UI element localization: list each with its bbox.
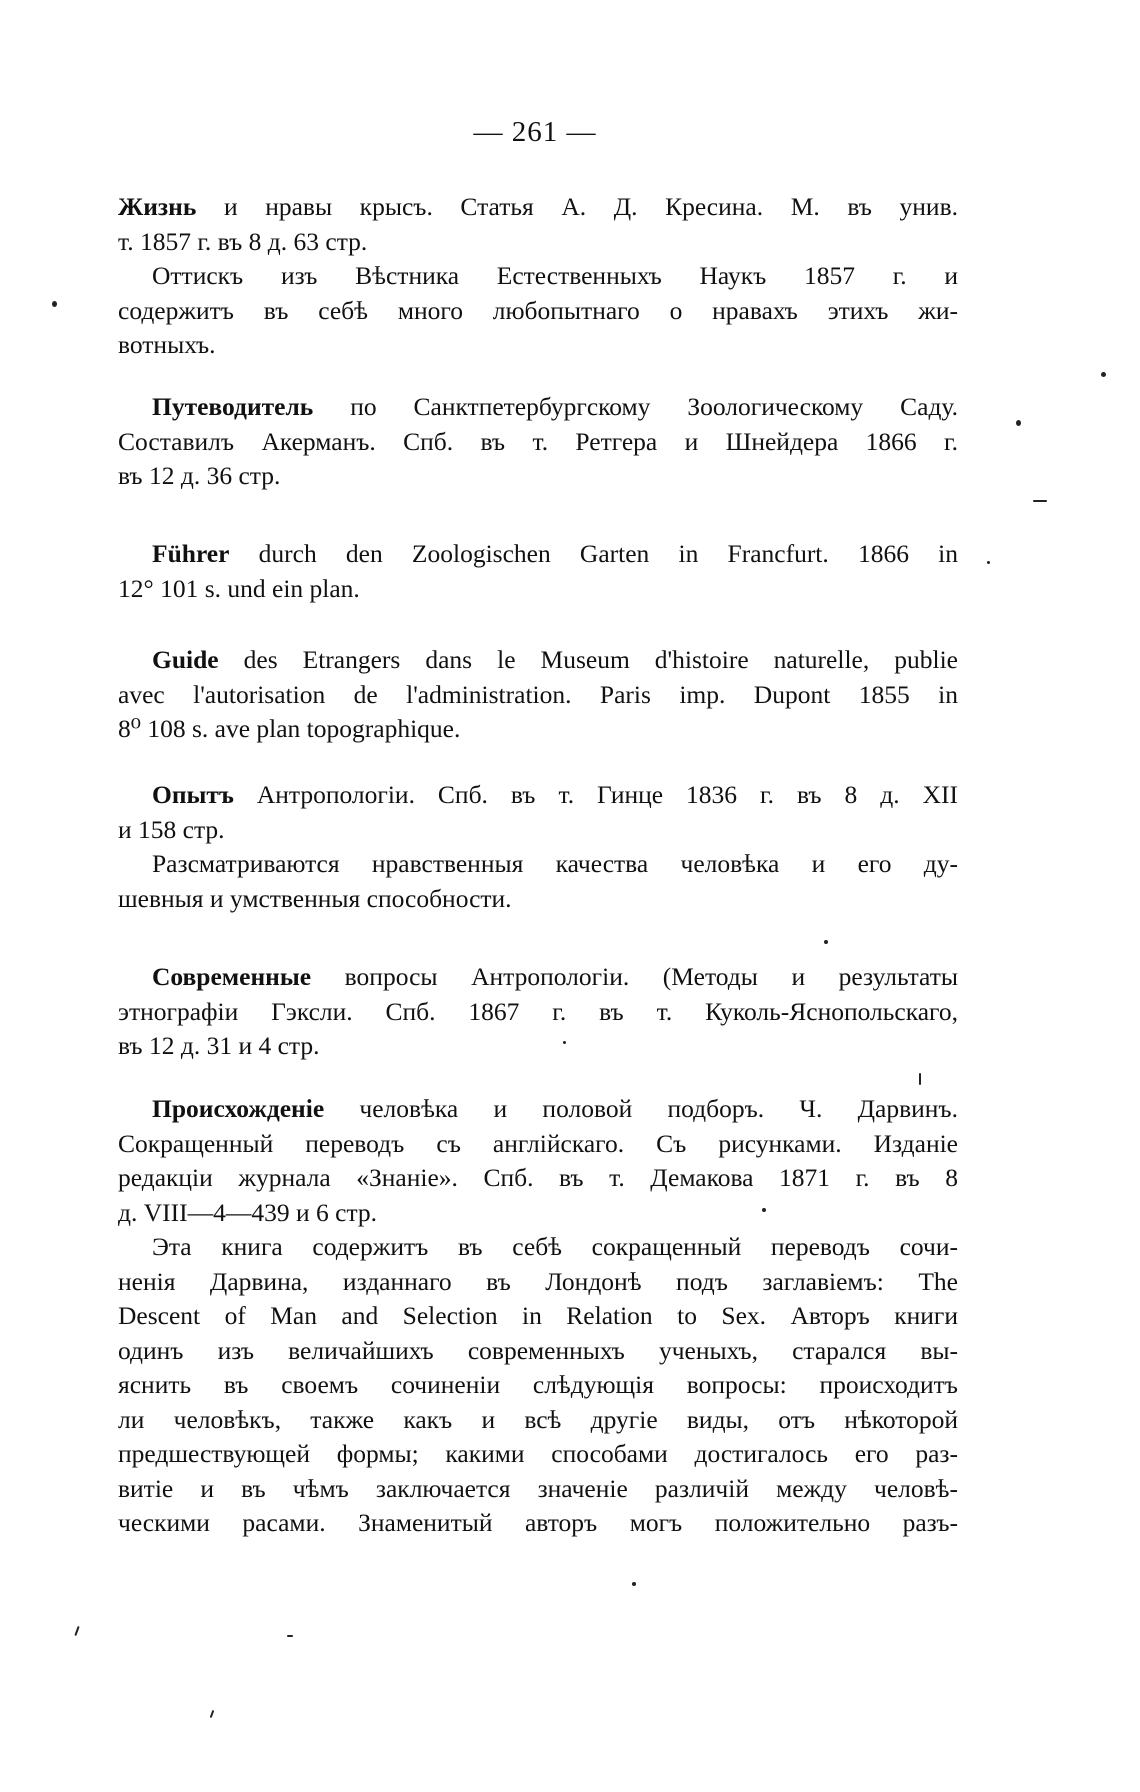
text-line: [118, 1161, 958, 1196]
text-line: [118, 294, 958, 329]
entry-text: Составилъ Акерманъ. Спб. въ т. Ретгера и Шнейдера 1866 г.: [118, 426, 958, 456]
bibliography-entry: [118, 1092, 958, 1541]
text-line: [118, 1265, 958, 1300]
text-line: [118, 847, 958, 882]
bibliography-entry: [118, 390, 958, 494]
scan-speck: [987, 561, 990, 564]
entry-text: одинъ изъ величайшихъ современныхъ ученыхъ, старался вы-: [118, 1335, 958, 1365]
text-line: [118, 678, 958, 713]
entry-text: и 158 стр.: [118, 814, 225, 844]
text-line: [118, 995, 958, 1030]
entry-keyword: Жизнь: [118, 192, 197, 221]
scan-speck: [1033, 500, 1047, 502]
entry-keyword: Guide: [152, 645, 219, 674]
entry-text: содержитъ въ себѣ много любопытнаго о нравахъ этихъ жи-: [118, 295, 958, 325]
scan-speck: [74, 1626, 79, 1636]
text-line: [118, 1472, 958, 1507]
page-number: — 261 —: [473, 116, 597, 148]
entry-keyword: Происхожденіе: [152, 1094, 325, 1123]
text-line: [118, 425, 958, 460]
entry-text: этнографіи Гэксли. Спб. 1867 г. въ т. Куколь-Яснопольскаго,: [118, 996, 958, 1026]
entry-text: Descent of Man and Selection in Relation to Sex. Авторъ книги: [118, 1301, 958, 1330]
entry-text: д. VIII—4—439 и 6 стр.: [118, 1197, 378, 1227]
entry-text: Антропологіи. Спб. въ т. Гинце 1836 г. въ 8 д. XII: [233, 780, 958, 809]
scan-speck: [287, 1635, 293, 1637]
text-line: [118, 1092, 958, 1127]
entry-text: въ 12 д. 31 и 4 стр.: [118, 1031, 320, 1060]
entry-text: редакціи журнала «Знаніе». Спб. въ т. Демакова 1871 г. въ 8: [118, 1163, 958, 1192]
text-line: [118, 1127, 958, 1162]
text-line: [118, 1403, 958, 1438]
bibliography-entry: [118, 537, 958, 606]
scan-speck: [632, 1582, 636, 1586]
entry-text: Разсматриваются нравственныя качества человѣка и его ду-: [152, 849, 958, 878]
entry-text: по Санктпетербургскому Зоологическому Саду.: [313, 392, 958, 421]
scan-speck: [52, 301, 57, 307]
entry-text: т. 1857 г. въ 8 д. 63 стр.: [118, 226, 368, 256]
entry-text: Сокращенный переводъ съ англійскаго. Съ рисунками. Изданіе: [118, 1128, 958, 1158]
text-line: [118, 459, 958, 494]
entry-keyword: Опытъ: [152, 780, 234, 809]
entry-text: ческими расами. Знаменитый авторъ могъ положительно разъ-: [118, 1508, 958, 1537]
text-line: [118, 328, 958, 363]
text-line: [118, 1368, 958, 1403]
entry-text: въ 12 д. 36 стр.: [118, 461, 281, 490]
entry-text: и нравы крысъ. Статья А. Д. Кресина. М. въ унив.: [196, 192, 958, 221]
text-line: [118, 1029, 958, 1064]
entry-text: яснить въ своемъ сочиненіи слѣдующія вопросы: происходитъ: [118, 1370, 958, 1399]
entry-text: avec l'autorisation de l'administration. Paris imp. Dupont 1855 in: [118, 679, 958, 709]
scan-speck: [919, 1073, 921, 1085]
bibliography-entry: [118, 778, 958, 916]
entry-text: предшествующей формы; какими способами достигалось его раз-: [118, 1439, 958, 1468]
text-line: [118, 259, 958, 294]
scan-speck: [762, 1208, 766, 1212]
entry-text: витіе и въ чѣмъ заключается значеніе различій между человѣ-: [118, 1473, 958, 1503]
text-line: [118, 813, 958, 848]
text-line: [118, 960, 958, 995]
entry-text: des Etrangers dans le Museum d'histoire naturelle, publie: [218, 645, 958, 674]
text-line: [118, 1506, 958, 1541]
text-line: [118, 1437, 958, 1472]
entry-text: Оттискъ изъ Вѣстника Естественныхъ Наукъ 1857 г. и: [152, 261, 958, 290]
text-line: [118, 712, 958, 747]
entry-text: Эта книга содержитъ въ себѣ сокращенный переводъ сочи-: [152, 1232, 958, 1261]
text-line: [118, 778, 958, 813]
entry-text: человѣка и половой подборъ. Ч. Дарвинъ.: [324, 1094, 958, 1123]
scan-speck: [1101, 372, 1106, 377]
text-line: [118, 390, 958, 425]
entry-text: 8⁰ 108 s. ave plan topographique.: [118, 714, 461, 743]
bibliography-entry: [118, 643, 958, 747]
entry-text: вотныхъ.: [118, 330, 216, 359]
entry-text: вопросы Антропологіи. (Методы и результаты: [311, 962, 958, 991]
bibliography-entry: [118, 190, 958, 363]
entry-text: ли человѣкъ, также какъ и всѣ другіе виды, отъ нѣкоторой: [118, 1404, 958, 1434]
entry-keyword: Führer: [152, 539, 230, 568]
text-line: [118, 643, 958, 678]
entry-keyword: Путеводитель: [152, 392, 314, 421]
text-line: [118, 1299, 958, 1334]
text-line: [118, 572, 958, 607]
entry-keyword: Современные: [152, 962, 312, 991]
scan-speck: [824, 940, 828, 944]
text-line: [118, 225, 958, 260]
scan-speck: [210, 1710, 215, 1718]
entry-text: 12° 101 s. und ein plan.: [118, 573, 360, 603]
entry-text: durch den Zoologischen Garten in Francfurt. 1866 in: [229, 539, 958, 568]
text-line: [118, 882, 958, 917]
entry-text: ненія Дарвина, изданнаго въ Лондонѣ подъ заглавіемъ: The: [118, 1266, 958, 1296]
text-line: [118, 537, 958, 572]
scan-speck: [1016, 420, 1021, 426]
bibliography-entry: [118, 960, 958, 1064]
entry-text: шевныя и умственныя способности.: [118, 883, 512, 913]
text-line: [118, 190, 958, 225]
text-line: [118, 1334, 958, 1369]
scan-speck: [563, 1041, 566, 1044]
text-line: [118, 1196, 958, 1231]
text-line: [118, 1230, 958, 1265]
